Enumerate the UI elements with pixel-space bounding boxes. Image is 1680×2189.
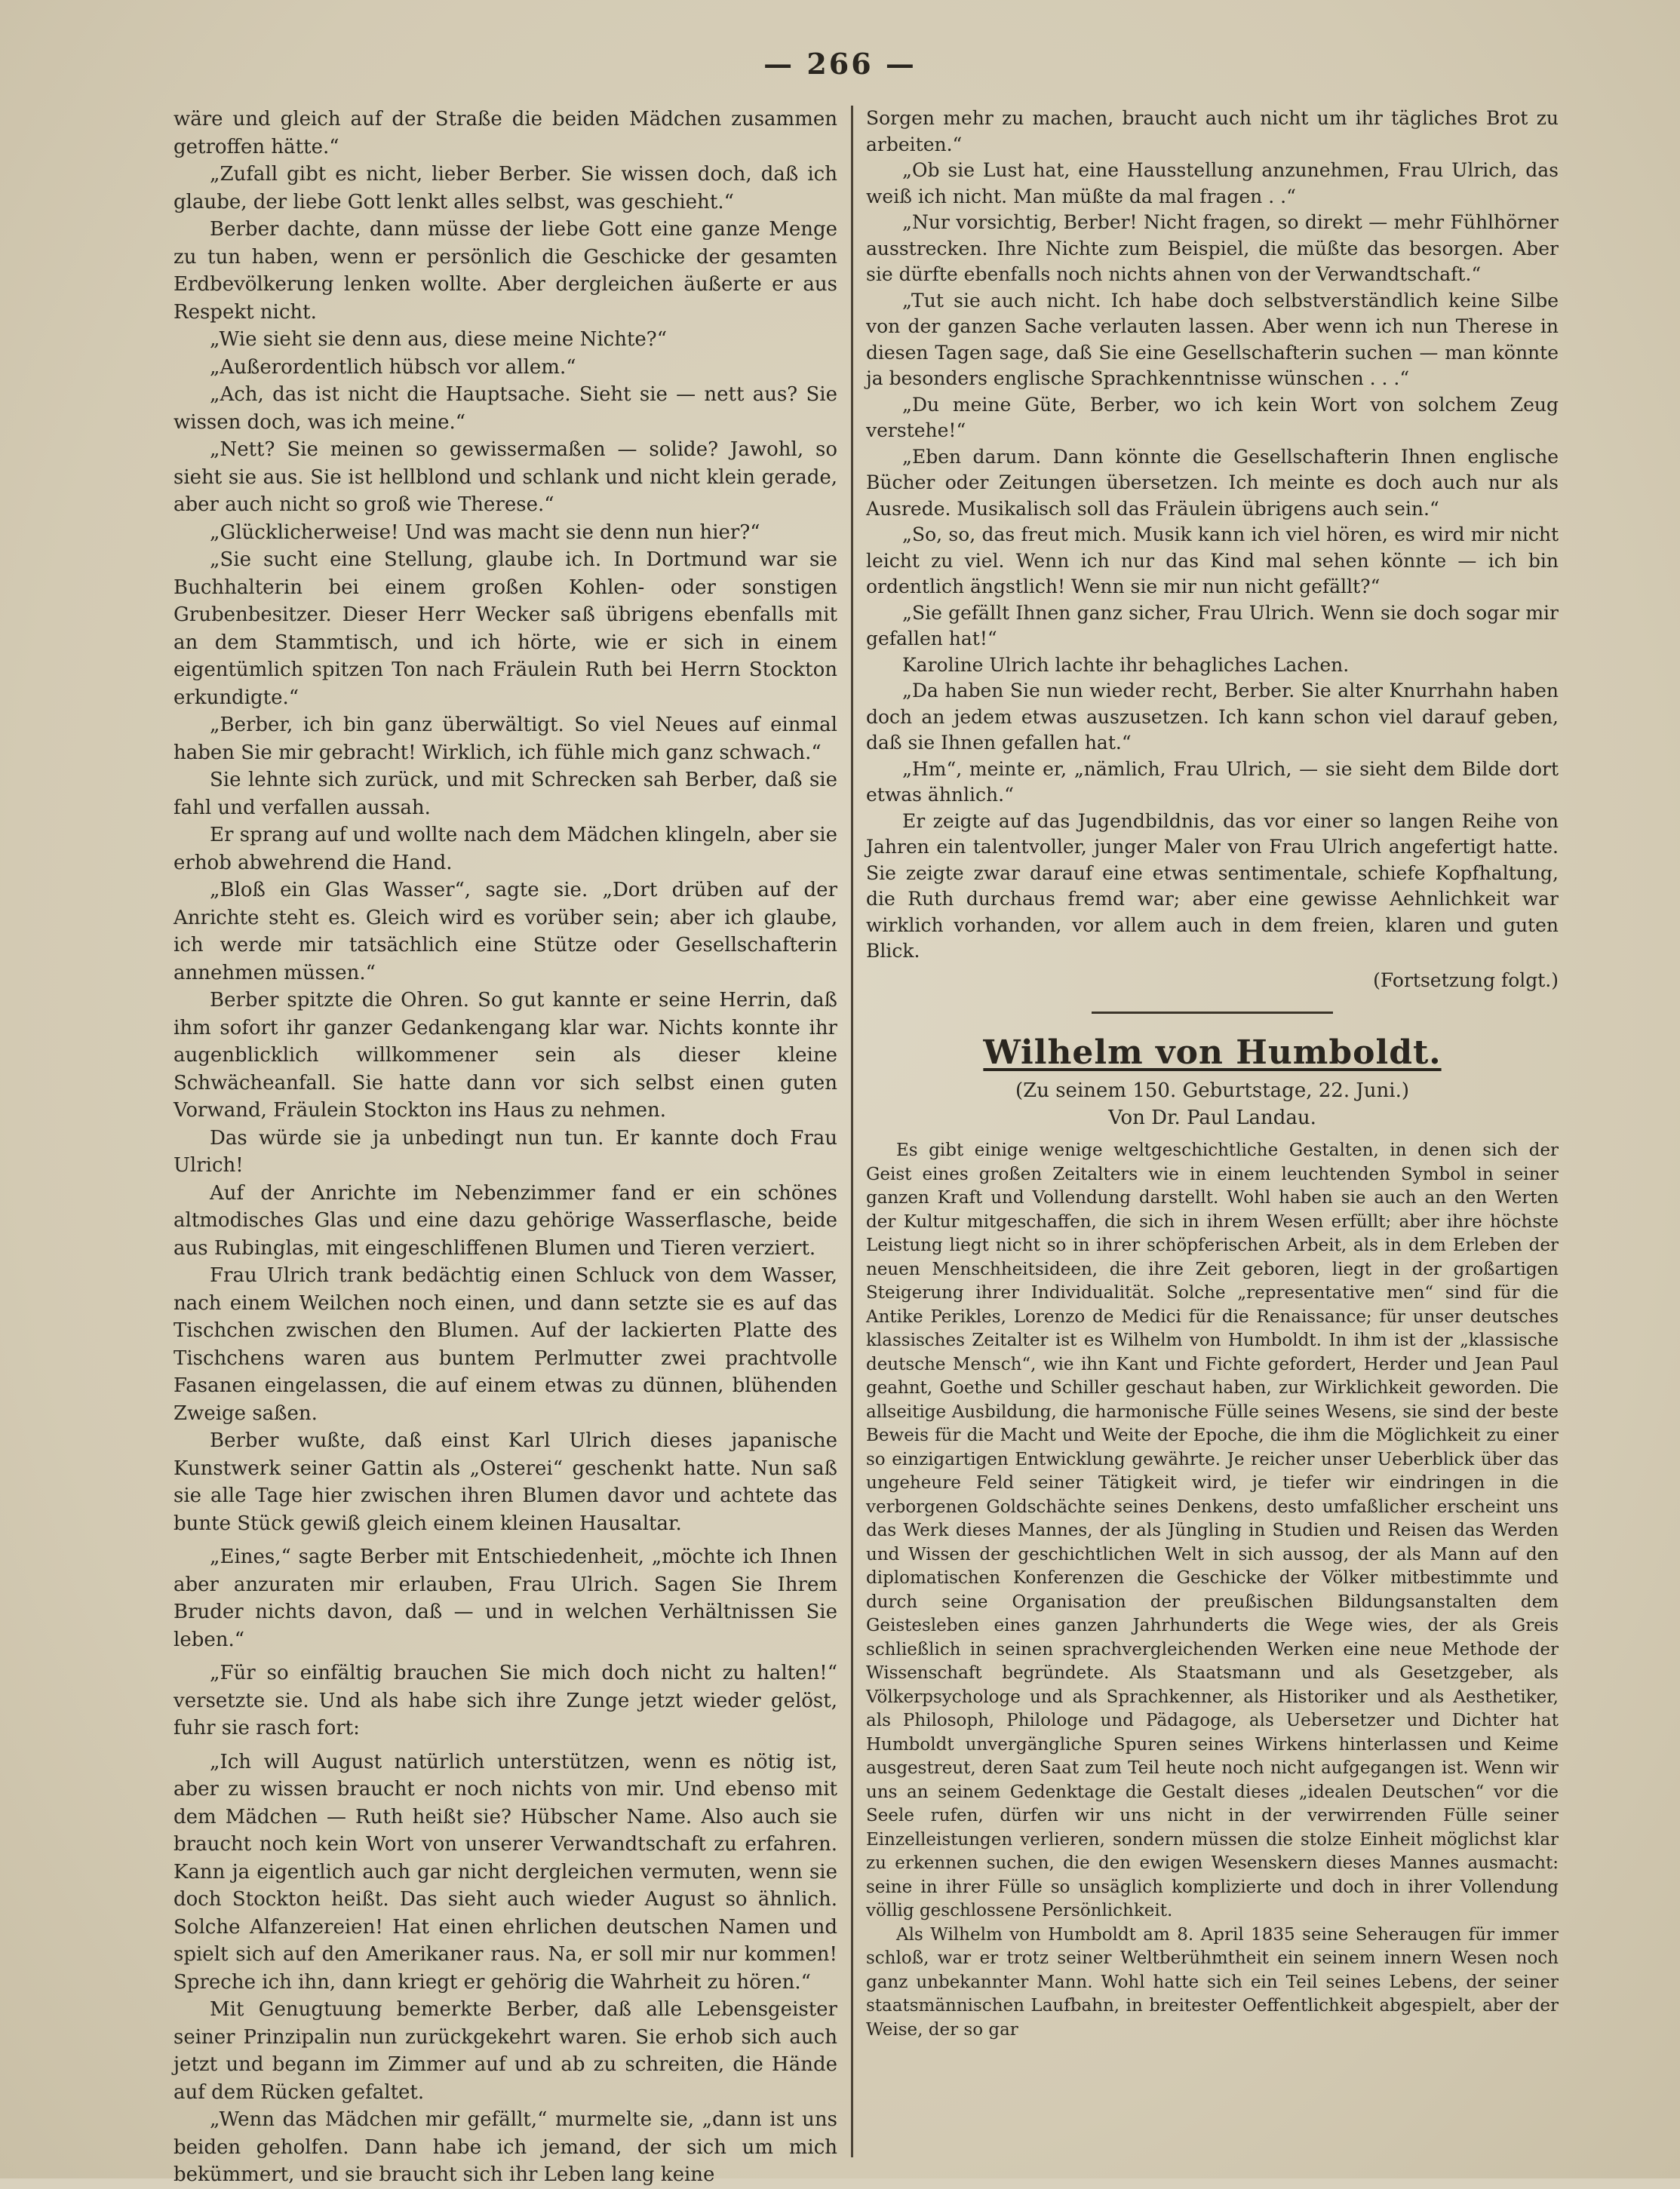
paragraph: Das würde sie ja unbedingt nun tun. Er kannte doch Frau Ulrich! bbox=[174, 1126, 837, 1177]
paragraph: „Sie sucht eine Stellung, glaube ich. In Dortmund war sie Buchhalterin bei einem großen Kohlen- oder sonstigen Grubenbesitzer. Dieser Herr Wecker saß übrigens ebenfalls mit an dem Stammtisch, und ich hörte, wie er sich in einem eigentümlich spitzen Ton nach Fräulein Ruth bei Herrn Stockton erkundigte.“ bbox=[174, 548, 837, 709]
paragraph: „Ob sie Lust hat, eine Hausstellung anzunehmen, Frau Ulrich, das weiß ich nicht. Man müßte da mal fragen . .“ bbox=[866, 159, 1559, 207]
paragraph: „Nett? Sie meinen so gewissermaßen — solide? Jawohl, so sieht sie aus. Sie ist hellblond und schlank und nicht klein gerade, aber auch nicht so groß wie Therese.“ bbox=[174, 438, 837, 516]
paragraph: „Nur vorsichtig, Berber! Nicht fragen, so direkt — mehr Fühlhörner ausstrecken. Ihre Nichte zum Beispiel, die müßte das besorgen. Aber sie dürfte ebenfalls noch nichts ahnen von der Verwandtschaft.“ bbox=[866, 211, 1559, 285]
paragraph: wäre und gleich auf der Straße die beiden Mädchen zusammen getroffen hätte.“ bbox=[174, 108, 837, 158]
article-body bbox=[866, 1139, 1559, 2042]
paragraph: Sie lehnte sich zurück, und mit Schrecken sah Berber, daß sie fahl und verfallen aussah. bbox=[174, 769, 837, 819]
paragraph: Frau Ulrich trank bedächtig einen Schluck von dem Wasser, nach einem Weilchen noch einen, und dann setzte sie es auf das Tischchen zwischen den Blumen. Auf der lackierten Platte des Tischchens waren aus buntem Perlmutter zwei prachtvolle Fasanen eingelassen, die auf einem etwas zu dünnen, blühenden Zweige saßen. bbox=[174, 1264, 837, 1425]
paragraph: Er sprang auf und wollte nach dem Mädchen klingeln, aber sie erhob abwehrend die Hand. bbox=[174, 824, 837, 874]
paragraph: „Da haben Sie nun wieder recht, Berber. Sie alter Knurrhahn haben doch an jedem etwas auszusetzen. Ich kann schon viel darauf geben, daß sie Ihnen gefallen hat.“ bbox=[866, 680, 1559, 754]
article-subtitle: (Zu seinem 150. Geburtstage, 22. Juni.) bbox=[1015, 1079, 1409, 1102]
humboldt-article bbox=[866, 1032, 1559, 2042]
paragraph: Es gibt einige wenige weltgeschichtliche Gestalten, in denen sich der Geist eines großen Zeitalters wie in einem leuchtenden Symbol in seiner ganzen Kraft und Vollendung darstellt. Wohl haben sie auch an den Werten der Kultur mitgeschaffen, die sich in ihrem Wesen erfüllt; aber ihre höchste Leistung liegt nicht so in ihrer schöpferischen Arbeit, als in dem Erleben der neuen Menschheitsideen, die ihre Zeit geboren, liegt in der großartigen Steigerung ihrer Individualität. Solche „representative men“ sind für die Antike Perikles, Lorenzo de Medici für die Renaissance; für unser deutsches klassisches Zeitalter ist es Wilhelm von Humboldt. In ihm ist der „klassische deutsche Mensch“, wie ihn Kant und Fichte gefordert, Herder und Jean Paul geahnt, Goethe und Schiller geschaut haben, zur Wirklichkeit geworden. Die allseitige Ausbildung, die harmonische Fülle seines Wesens, sie sind der beste Beweis für die Macht und Weite der Epoche, die ihm die Möglichkeit zu einer so einzigartigen Entwicklung gewährte. Je reicher unser Ueberblick über das ungeheure Feld seiner Tätigkeit wird, je tiefer wir eindringen in die verborgenen Goldschächte seines Denkens, desto umfaßlicher erscheint uns das Werk dieses Mannes, der als Jüngling in Studien und Reisen das Werden und Wissen der geschichtlichen Welt in sich aussog, der als Mann auf den diplomatischen Konferenzen die Geschicke der Völker mitbestimmte und durch seine Organisation der preußischen Bildungsanstalten dem Geistesleben eines ganzen Jahrhunderts die Wege wies, der als Greis schließlich in seinen sprachvergleichenden Werken eine neue Methode der Wissenschaft begründete. Als Staatsmann und als Gesetzgeber, als Völkerpsychologe und als Sprachkenner, als Historiker und als Aesthetiker, als Philosoph, Philologe und Pädagoge, als Uebersetzer und Dichter hat Humboldt unvergängliche Spuren seines Wirkens hinterlassen und Keime ausgestreut, deren Saat zum Teil heute noch nicht aufgegangen ist. Wenn wir uns an seinem Gedenktage die Gestalt dieses „idealen Deutschen“ vor die Seele rufen, dürfen wir uns nicht in der verwirrenden Fülle seiner Einzelleistungen verlieren, sondern müssen die stolze Einheit möglichst klar zu erkennen suchen, die den ewigen Wesenskern dieses Mannes ausmacht: seine in ihrer Fülle so unsäglich komplizierte und doch in ihrer Vollendung völlig geschlossene Persönlichkeit. bbox=[866, 1141, 1559, 1920]
paragraph: Auf der Anrichte im Nebenzimmer fand er ein schönes altmodisches Glas und eine dazu gehörige Wasserflasche, beide aus Rubinglas, mit eingeschliffenen Blumen und Tieren verziert. bbox=[174, 1181, 837, 1260]
paragraph: „Berber, ich bin ganz überwältigt. So viel Neues auf einmal haben Sie mir gebracht! Wirklich, ich fühle mich ganz schwach.“ bbox=[174, 714, 837, 764]
paragraph: Berber dachte, dann müsse der liebe Gott eine ganze Menge zu tun haben, wenn er persönlich die Geschicke der gesamten Erdbevölkerung lenken wollte. Aber dergleichen äußerte er aus Respekt nicht. bbox=[174, 218, 837, 324]
paragraph: Sorgen mehr zu machen, braucht auch nicht um ihr tägliches Brot zu arbeiten.“ bbox=[866, 107, 1559, 155]
paragraph: Als Wilhelm von Humboldt am 8. April 1835 seine Seheraugen für immer schloß, war er trotz seiner Weltberühmtheit ein seinem innern Wesen noch ganz unbekannter Mann. Wohl hatte sich ein Teil seines Lebens, der seiner staatsmännischen Laufbahn, in breitester Oeffentlichkeit abgespielt, aber der Weise, der so gar bbox=[866, 1924, 1559, 2040]
left-column bbox=[174, 106, 837, 2186]
article-title: Wilhelm von Humboldt. bbox=[983, 1033, 1442, 1072]
paragraph: „Wie sieht sie denn aus, diese meine Nichte?“ bbox=[210, 328, 668, 351]
paragraph: „Bloß ein Glas Wasser“, sagte sie. „Dort drüben auf der Anrichte steht es. Gleich wird es vorüber sein; aber ich glaube, ich werde mir tatsächlich eine Stütze oder Gesellschafterin annehmen müssen.“ bbox=[174, 879, 837, 984]
paragraph: „Wenn das Mädchen mir gefällt,“ murmelte sie, „dann ist uns beiden geholfen. Dann habe ich jemand, der sich um mich bekümmert, und sie braucht sich ihr Leben lang keine bbox=[174, 2108, 837, 2186]
article-separator bbox=[1092, 1012, 1333, 1014]
paragraph: Berber spitzte die Ohren. So gut kannte er seine Herrin, daß ihm sofort ihr ganzer Gedankengang klar war. Nichts konnte ihr augenblicklich willkommener sein als dieser kleine Schwächeanfall. Sie hatte dann vor sich selbst einen guten Vorwand, Fräulein Stockton ins Haus zu nehmen. bbox=[174, 989, 837, 1122]
paragraph: Mit Genugtuung bemerkte Berber, daß alle Lebensgeister seiner Prinzipalin nun zurückgekehrt waren. Sie erhob sich auch jetzt und begann im Zimmer auf und ab zu schreiten, die Hände auf dem Rücken gefaltet. bbox=[174, 1998, 837, 2104]
page-number: — 266 — bbox=[763, 47, 917, 81]
right-column bbox=[866, 106, 1559, 2148]
paragraph: „Zufall gibt es nicht, lieber Berber. Sie wissen doch, daß ich glaube, der liebe Gott lenkt alles selbst, was geschieht.“ bbox=[174, 163, 837, 213]
paragraph: „Glücklicherweise! Und was macht sie denn nun hier?“ bbox=[210, 520, 760, 544]
paragraph: „Eines,“ sagte Berber mit Entschiedenheit, „möchte ich Ihnen aber anzuraten mir erlauben, Frau Ulrich. Sagen Sie Ihrem Bruder nichts davon, daß — und in welchen Verhältnissen Sie leben.“ bbox=[174, 1546, 837, 1651]
paragraph: „Sie gefällt Ihnen ganz sicher, Frau Ulrich. Wenn sie doch sogar mir gefallen hat!“ bbox=[866, 601, 1559, 649]
paragraph: Berber wußte, daß einst Karl Ulrich dieses japanische Kunstwerk seiner Gattin als „Osterei“ geschenkt hatte. Nun saß sie alle Tage hier zwischen ihren Blumen davor und achtete das bunte Stück gewiß gleich einem kleinen Hausaltar. bbox=[174, 1429, 837, 1535]
paragraph: „Ach, das ist nicht die Hauptsache. Sieht sie — nett aus? Sie wissen doch, was ich meine.“ bbox=[174, 383, 837, 434]
serial-story-continuation bbox=[866, 106, 1559, 965]
paragraph: „Eben darum. Dann könnte die Gesellschafterin Ihnen englische Bücher oder Zeitungen übersetzen. Ich meinte es doch auch nur als Ausrede. Musikalisch soll das Fräulein übrigens auch sein.“ bbox=[866, 445, 1559, 520]
article-author: Von Dr. Paul Landau. bbox=[1108, 1107, 1316, 1129]
paragraph: „Für so einfältig brauchen Sie mich doch nicht zu halten!“ versetzte sie. Und als habe sich ihre Zunge jetzt wieder gelöst, fuhr sie rasch fort: bbox=[174, 1662, 837, 1739]
paragraph: „Hm“, meinte er, „nämlich, Frau Ulrich, — sie sieht dem Bilde dort etwas ähnlich.“ bbox=[866, 757, 1559, 806]
paragraph: „Tut sie auch nicht. Ich habe doch selbstverständlich keine Silbe von der ganzen Sache verlauten lassen. Aber wenn ich nun Therese in diesen Tagen sage, daß Sie eine Gesellschafterin suchen — man könnte ja besonders englische Sprachkenntnisse wünschen . . .“ bbox=[866, 289, 1559, 389]
paragraph: Karoline Ulrich lachte ihr behagliches Lachen. bbox=[902, 653, 1350, 676]
paragraph: „Du meine Güte, Berber, wo ich kein Wort von solchem Zeug verstehe!“ bbox=[866, 393, 1559, 441]
paragraph: Er zeigte auf das Jugendbildnis, das vor einer so langen Reihe von Jahren ein talentvoller, junger Maler von Frau Ulrich angefertigt hatte. Sie zeigte zwar darauf eine etwas sentimentale, schiefe Kopfhaltung, die Ruth durchaus fremd war; aber eine gewisse Aehnlichkeit war wirklich vorhanden, vor allem auch in dem freien, klaren und guten Blick. bbox=[866, 809, 1559, 962]
paragraph: „Ich will August natürlich unterstützen, wenn es nötig ist, aber zu wissen braucht er noch nichts von mir. Und ebenso mit dem Mädchen — Ruth heißt sie? Hübscher Name. Also auch sie braucht noch kein Wort von unserer Verwandtschaft zu erfahren. Kann ja eigentlich auch gar nicht dergleichen vermuten, wenn sie doch Stockton heißt. Das sieht auch wieder August so ähnlich. Solche Alfanzereien! Hat einen ehrlichen deutschen Namen und spielt sich auf den Amerikaner raus. Na, er soll mir nur kommen! Spreche ich ihn, dann kriegt er gehörig die Wahrheit zu hören.“ bbox=[174, 1750, 837, 1994]
continued-note: (Fortsetzung folgt.) bbox=[1373, 969, 1559, 991]
column-divider bbox=[851, 106, 853, 2157]
paragraph: „Außerordentlich hübsch vor allem.“ bbox=[210, 355, 576, 379]
paragraph: „So, so, das freut mich. Musik kann ich viel hören, es wird mir nicht leicht zu viel. Wenn ich nur das Kind mal sehen könnte — ich bin ordentlich ängstlich! Wenn sie mir nun nicht gefällt?“ bbox=[866, 523, 1559, 597]
